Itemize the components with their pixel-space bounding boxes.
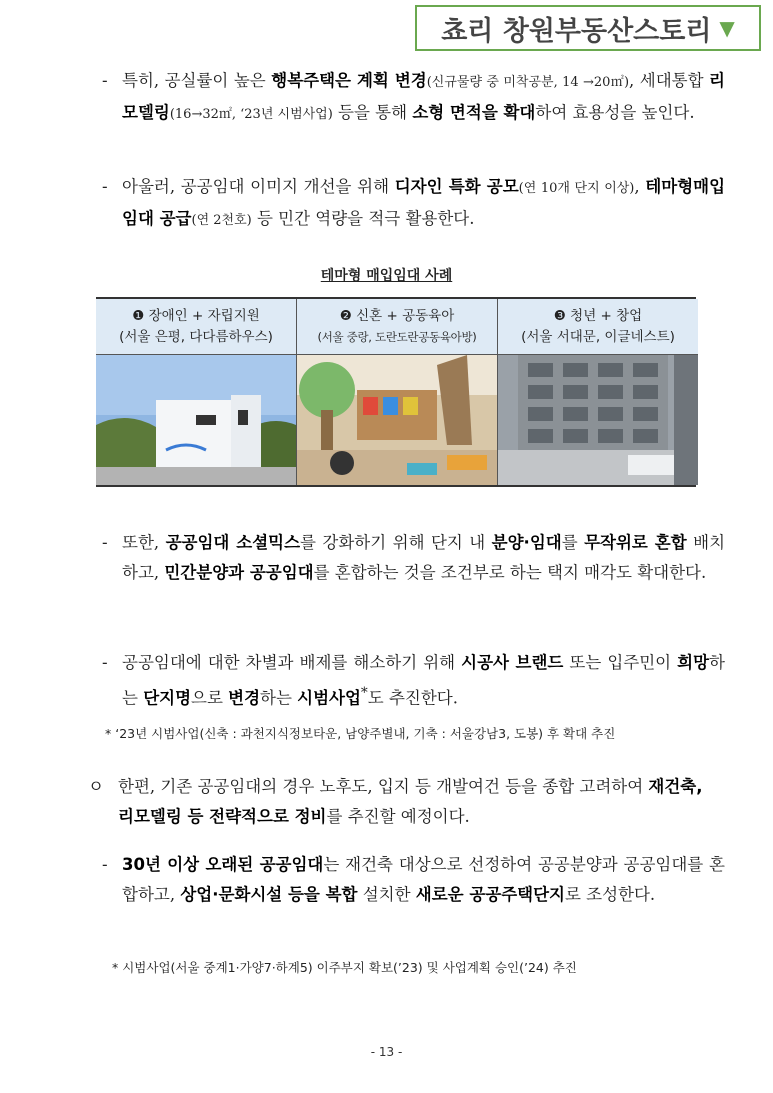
paragraph-text (105, 648, 725, 714)
emphasis-text: 공공임대 소셜믹스 (165, 533, 301, 552)
dash-marker: - (102, 177, 108, 196)
gallery-item-2 (296, 299, 497, 485)
body-text: 를 추진할 예정이다. (326, 807, 470, 826)
paragraph-redevelopment (88, 772, 708, 832)
paragraph-old-rental (102, 850, 725, 910)
body-text: 으로 (191, 688, 229, 708)
body-text: 설치한 (357, 885, 416, 904)
body-text: 등을 통해 (332, 103, 413, 122)
emphasis-text: 테마형매입임대 공급 (122, 177, 726, 228)
body-text: 로 조성한다. (564, 885, 656, 904)
theme-rental-gallery (96, 297, 696, 487)
gallery-item-title: ❷ 신혼 + 공동육아 (339, 308, 455, 324)
gallery-item-header (498, 299, 698, 355)
emphasis-text: 소형 면적을 확대 (412, 103, 536, 122)
body-text: , 세대통합 (629, 71, 710, 90)
emphasis-text: 행복주택은 계획 변경 (271, 71, 427, 90)
circle-marker: ㅇ (88, 777, 104, 796)
paragraph-text (105, 66, 725, 130)
apartment-building-photo (498, 355, 698, 485)
body-text: 를 강화하기 위해 단지 내 (300, 533, 492, 552)
gallery-item-title: ❶ 장애인 + 자립지원 (132, 308, 260, 324)
gallery-item-location: (서울 서대문, 이글네스트) (521, 329, 675, 345)
childcare-room-photo (297, 355, 497, 485)
paragraph-vacancy-rate (102, 66, 725, 130)
emphasis-text: 30년 이상 오래된 공공임대 (122, 855, 324, 874)
body-text: 또한, (122, 533, 166, 552)
emphasis-text: 시공사 브랜드 (461, 653, 564, 672)
paragraph-text (105, 172, 725, 236)
dash-marker: - (102, 855, 108, 874)
gallery-item-location: (서울 중랑, 도란도란공동육아방) (317, 330, 477, 344)
paragraph-design-competition (102, 172, 726, 236)
emphasis-text: 시범사업 (297, 688, 361, 708)
header-badge (415, 5, 761, 51)
paragraph-text (105, 850, 725, 910)
body-text: 특히, 공실률이 높은 (122, 71, 272, 90)
emphasis-text: 희망 (677, 653, 710, 672)
triangle-down-icon: ▼ (719, 16, 735, 40)
building-photo (96, 355, 296, 485)
body-text: 하여 효용성을 높인다. (535, 103, 695, 122)
body-text: 를 (561, 533, 585, 552)
dash-marker: - (102, 653, 108, 672)
gallery-item-header (96, 299, 296, 355)
emphasis-text: 단지명 (143, 688, 192, 708)
body-text: * (360, 685, 368, 701)
body-text: (신규물량 중 미착공분, 14 →20㎡) (426, 75, 630, 90)
emphasis-text: 무작위로 혼합 (584, 533, 687, 552)
emphasis-text: 재건축, 리모델링 등 전략적으로 정비 (118, 777, 703, 826)
emphasis-text: 새로운 공공주택단지 (415, 885, 565, 904)
paragraph-social-mix (102, 528, 726, 588)
body-text: 공공임대에 대한 차별과 배제를 해소하기 위해 (122, 653, 462, 672)
body-text: 한편, 기존 공공임대의 경우 노후도, 입지 등 개발여건 등을 종합 고려하여 (118, 777, 649, 796)
gallery-item-title: ❸ 청년 + 창업 (553, 308, 643, 324)
body-text: 배치하고, (122, 533, 726, 582)
gallery-item-3 (497, 299, 698, 485)
gallery-item-header (297, 299, 497, 355)
emphasis-text: 민간분양과 공공임대 (164, 563, 314, 582)
body-text: 를 혼합하는 것을 조건부로 하는 택지 매각도 확대한다. (313, 563, 707, 582)
footnote-pilot-project: * ‘23년 시범사업(신축 : 과천지식정보타운, 남양주별내, 기축 : 서울강남3, 도봉) 후 확대 추진 (105, 726, 616, 741)
dash-marker: - (102, 71, 108, 90)
body-text: 하는 (122, 653, 725, 708)
gallery-item-1 (96, 299, 296, 485)
emphasis-text: 리모델링 (122, 71, 725, 122)
body-text: 도 추진한다. (367, 688, 458, 708)
paragraph-brand-naming (102, 648, 725, 714)
body-text: , (634, 177, 646, 196)
emphasis-text: 디자인 특화 공모 (394, 177, 519, 196)
paragraph-text (105, 528, 725, 588)
body-text: (연 2천호) (191, 213, 252, 228)
body-text: 또는 입주민이 (563, 653, 678, 672)
gallery-caption: 테마형 매입임대 사례 (320, 268, 453, 284)
body-text: (16→32㎡, ‘23년 시범사업) (169, 107, 333, 122)
paragraph-text (88, 772, 708, 832)
page-number: - 13 - (370, 1045, 403, 1059)
body-text: 등 민간 역량을 적극 활용한다. (251, 209, 475, 228)
emphasis-text: 분양·임대 (491, 533, 562, 552)
body-text: 는 재건축 대상으로 선정하여 공공분양과 공공임대를 혼합하고, (122, 855, 725, 904)
emphasis-text: 변경 (228, 688, 261, 708)
body-text: (연 10개 단지 이상) (518, 181, 635, 196)
body-text: 하는 (260, 688, 298, 708)
gallery-item-location: (서울 은평, 다다름하우스) (119, 329, 273, 345)
dash-marker: - (102, 533, 108, 552)
header-badge-text: 쵸리 창원부동산스토리 (441, 15, 712, 47)
emphasis-text: 상업·문화시설 등을 복합 (180, 885, 358, 904)
footnote-relocation: * 시범사업(서울 중계1·가양7·하계5) 이주부지 확보(’23) 및 사업계획 승인(’24) 추진 (112, 960, 577, 975)
body-text: 아울러, 공공임대 이미지 개선을 위해 (122, 177, 395, 196)
